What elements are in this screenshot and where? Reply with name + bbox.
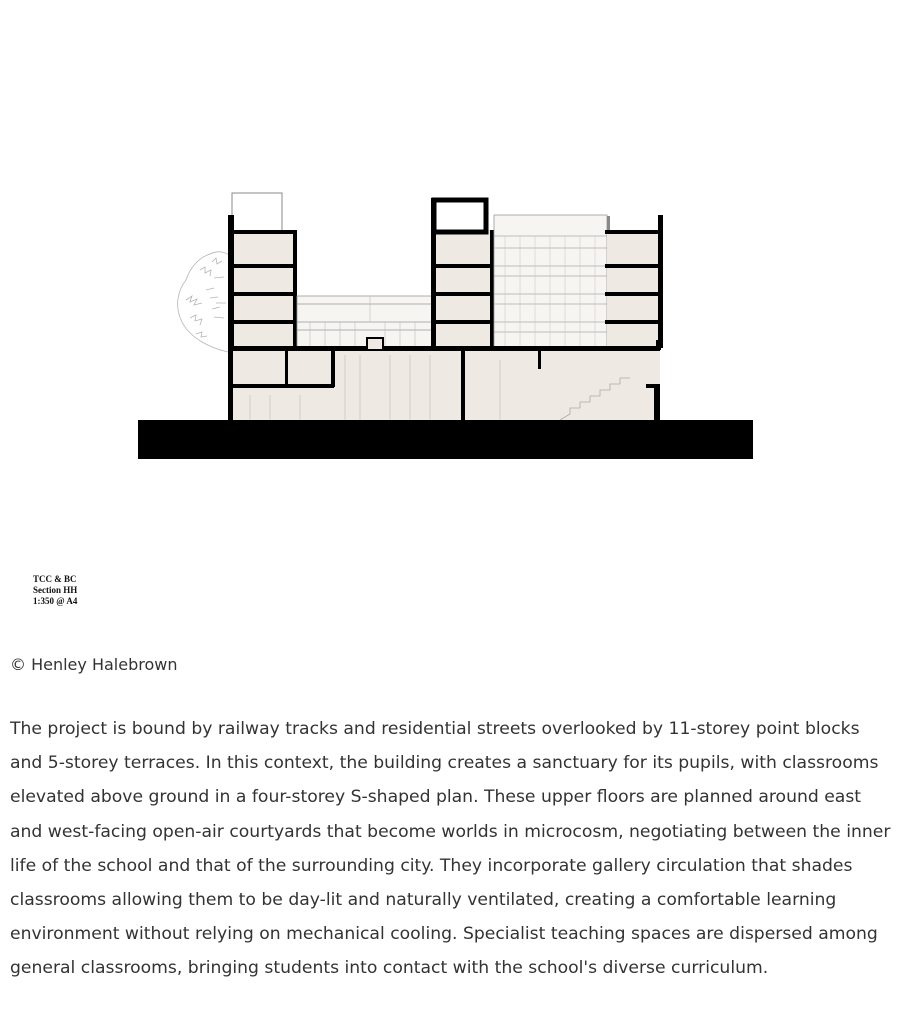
middle-wall-left [431, 198, 436, 348]
first-floor-slab [228, 346, 660, 351]
left-slab-4 [228, 320, 297, 324]
ground-wall-mid [461, 346, 465, 420]
tree-outline [178, 252, 230, 352]
ground-wall-left [228, 346, 233, 420]
left-tower-fill [232, 230, 297, 348]
plate-label-line: Section HH [33, 585, 78, 595]
right-tower [605, 215, 663, 348]
left-tower-wall [228, 215, 234, 348]
ground-floor [228, 338, 661, 420]
plate-label-line: 1:350 @ A4 [33, 596, 78, 606]
left-tower [228, 193, 297, 348]
middle-wall-right [490, 230, 494, 348]
plate-label-line: TCC & BC [33, 574, 77, 584]
middle-tower [431, 198, 494, 348]
plate-label [33, 574, 77, 607]
right-gallery [494, 215, 607, 348]
left-slab-1 [228, 230, 297, 234]
ground-mass [138, 420, 753, 459]
left-parapet [232, 193, 282, 231]
courtyard-gallery [297, 296, 434, 348]
mezzanine-slab [228, 384, 334, 388]
left-slab-3 [228, 292, 297, 296]
left-slab-2 [228, 264, 297, 268]
image-credit: © Henley Halebrown [10, 655, 178, 674]
middle-rooftop [434, 200, 486, 232]
right-wall [658, 215, 663, 348]
body-paragraph: The project is bound by railway tracks and residential streets overlooked by 11-storey point blocks and 5-storey terraces. In this context, the building creates a sanctuary for its pupils, with classrooms elevated above ground in a four-storey S-shaped plan. These upper floors are planned around east and west-facing open-air courtyards that become worlds in microcosm, negotiating between the inner life of the school and that of the surrounding city. They incorporate gallery circulation that shades classrooms allowing them to be day-lit and naturally ventilated, creating a comfortable learning environment without relying on mechanical cooling. Specialist teaching spaces are dispersed among general classrooms, bringing students into contact with the school's diverse curriculum. [10, 719, 891, 979]
left-tower-inner-wall [293, 230, 297, 348]
